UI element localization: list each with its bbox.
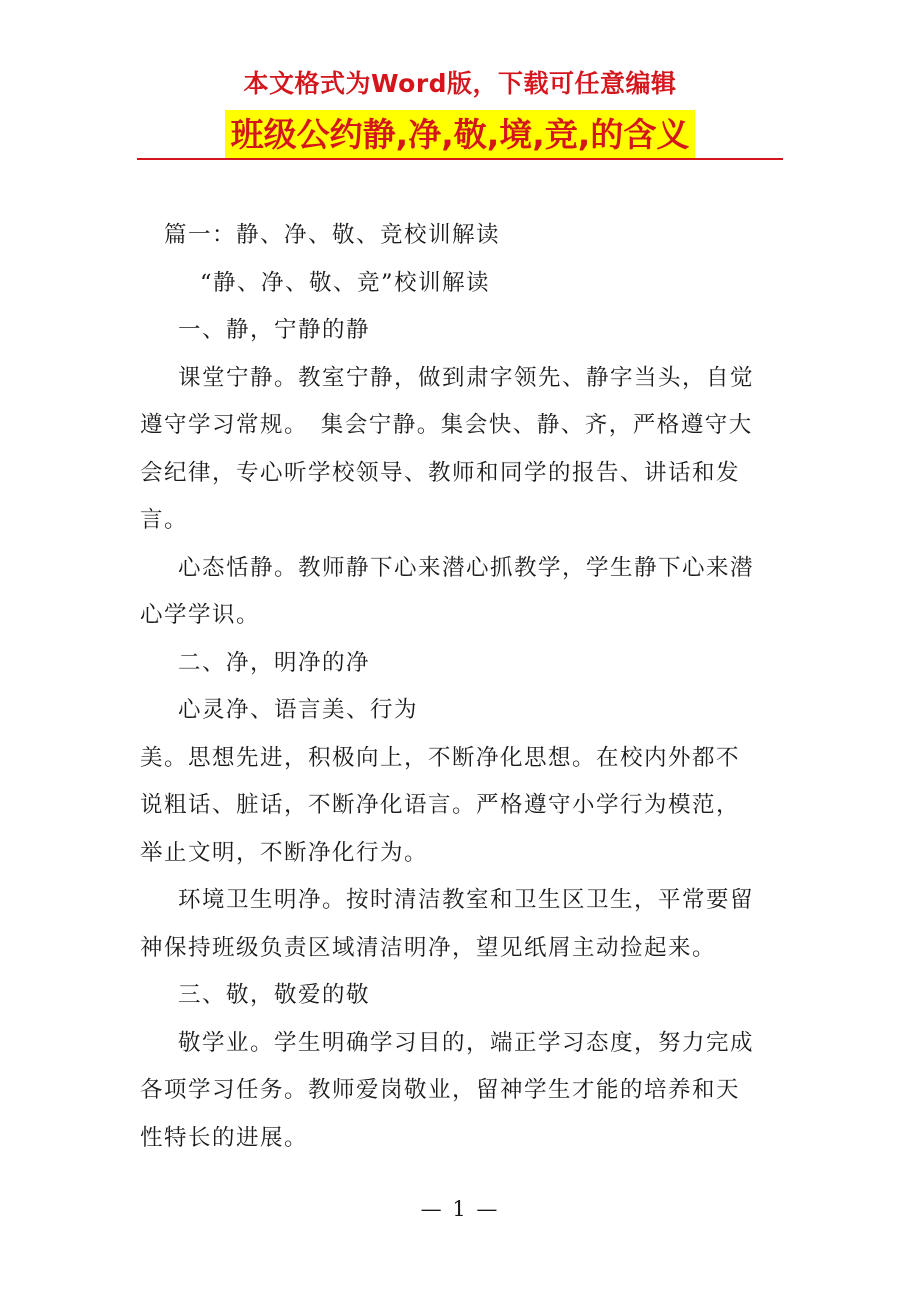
subtitle-line: “静、净、敬、竞”校训解读 — [200, 269, 491, 296]
format-notice: 本文格式为Word版，下载可任意编辑 — [243, 69, 677, 98]
paragraph-line: 性特长的进展。 — [140, 1124, 309, 1151]
section-heading: 一、静，宁静的静 — [178, 317, 371, 343]
paragraph-line: 言。 — [140, 507, 189, 533]
document-title: 班级公约静,净,敬,境,竞,的含义 — [225, 110, 696, 160]
paragraph-line: 心态恬静。教师静下心来潜心抓教学，学生静下心来潜 — [178, 554, 755, 581]
title-divider — [137, 158, 783, 160]
paragraph-line: 遵守学习常规。 集会宁静。集会快、静、齐，严格遵守大 — [140, 412, 753, 438]
section-heading: 篇一：静、净、敬、竞校训解读 — [164, 222, 501, 248]
paragraph-line: 各项学习任务。教师爱岗敬业，留神学生才能的培养和天 — [140, 1077, 741, 1103]
paragraph-line: 说粗话、脏话，不断净化语言。严格遵守小学行为模范， — [140, 792, 741, 818]
section-heading: 三、敬，敬爱的敬 — [178, 982, 371, 1008]
title-container — [0, 110, 920, 160]
page-number: — 1 — — [420, 1197, 500, 1221]
paragraph-line: 美。思想先进，积极向上，不断净化思想。在校内外都不 — [140, 744, 741, 771]
paragraph-line: 课堂宁静。教室宁静，做到肃字领先、静字当头，自觉 — [178, 364, 755, 391]
paragraph-line: 环境卫生明净。按时清洁教室和卫生区卫生，平常要留 — [178, 887, 755, 913]
paragraph-line: 心灵净、语言美、行为 — [178, 697, 419, 723]
paragraph-line: 神保持班级负责区域清洁明净，望见纸屑主动捡起来。 — [140, 934, 717, 961]
paragraph-line: 举止文明，不断净化行为。 — [140, 839, 429, 866]
paragraph-line: 心学学识。 — [140, 602, 261, 628]
paragraph-line: 敬学业。学生明确学习目的，端正学习态度，努力完成 — [178, 1029, 755, 1056]
document-body — [140, 212, 780, 1162]
paragraph-line: 会纪律，专心听学校领导、教师和同学的报告、讲话和发 — [140, 459, 741, 486]
section-heading: 二、净，明净的净 — [178, 649, 371, 676]
